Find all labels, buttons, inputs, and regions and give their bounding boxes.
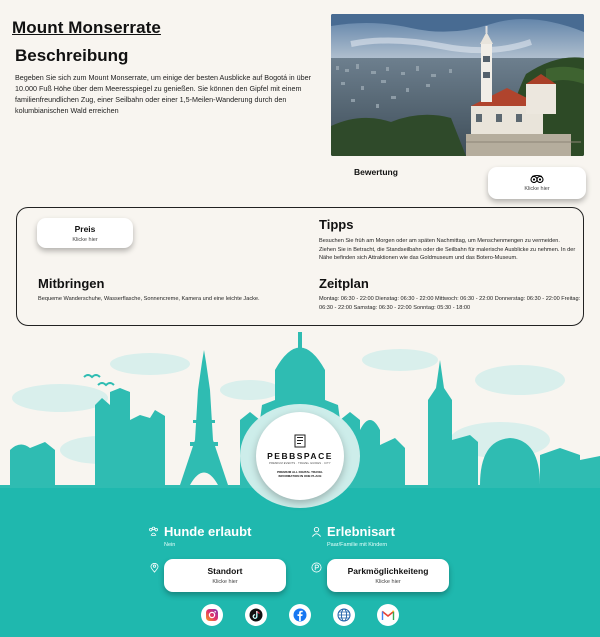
rating-label: Bewertung bbox=[354, 167, 398, 177]
description-text: Begeben Sie sich zum Mount Monserrate, um einige der besten Ausblicke auf Bogotá in über 10.000 Fuß Höhe über dem Meeresspiegel zu genießen. Sie können den Gipfel mit einem familienfreundlichen Zug, einer Seilbahn oder einer 1,5-Meilen-Wanderung durch den kolumbianischen Wald erreichen bbox=[15, 73, 312, 115]
schedule-text: Montag: 06:30 - 22:00 Dienstag: 06:30 - 22:00 Mittwoch: 06:30 - 22:00 Donnerstag: 06:30 - 22:00 Freitag: 06:30 - 22:00 Samstag: 06:30 - 22:00 Sonntag: 05:30 - 18:00 bbox=[319, 296, 581, 311]
document-icon bbox=[294, 434, 306, 448]
brand-tagline: PREMIUM EVENTS · TRAVEL GUIDES · CITY bbox=[269, 462, 331, 465]
instagram-icon[interactable] bbox=[201, 604, 223, 626]
tips-text: Besuchen Sie früh am Morgen oder am späten Nachmittag, um Menschenmengen zu vermeiden. Ziehen Sie in Betracht, die Standseilbahn oder die Seilbahn für malerische Ausblicke zu nehmen. In der Nähe befinden sich Attraktionen wie das Goldmuseum und das Botero-Museum. bbox=[319, 238, 576, 261]
monserrate-photo bbox=[331, 14, 584, 156]
gmail-icon[interactable] bbox=[377, 604, 399, 626]
experience-type-title: Erlebnisart bbox=[327, 524, 395, 539]
page-title: Mount Monserrate bbox=[12, 18, 161, 37]
schedule-heading: Zeitplan bbox=[319, 276, 369, 291]
experience-type-value: Paar/Familie mit Kindern bbox=[327, 542, 388, 548]
location-button-label: Standort bbox=[207, 566, 243, 576]
tiktok-icon[interactable] bbox=[245, 604, 267, 626]
location-pin-icon bbox=[149, 562, 160, 573]
price-button-label: Preis bbox=[74, 223, 96, 234]
price-button-hint: Klicke hier bbox=[72, 236, 98, 243]
rating-button[interactable] bbox=[488, 167, 586, 199]
rating-button-hint: Klicke hier bbox=[524, 185, 550, 192]
location-button[interactable] bbox=[164, 559, 286, 592]
location-button-hint: Klicke hier bbox=[212, 579, 238, 585]
brand-name: PEBBSPACE bbox=[267, 451, 333, 461]
brand-slogan: PREMIUM ALL DIGITAL TRAVEL INFORMATION IN ONE PLACE bbox=[277, 470, 323, 478]
bring-text: Bequeme Wanderschuhe, Wasserflasche, Sonnencreme, Kamera und eine leichte Jacke. bbox=[38, 296, 260, 302]
parking-icon bbox=[311, 562, 322, 573]
description-heading: Beschreibung bbox=[15, 46, 129, 65]
experience-type-feature bbox=[311, 524, 395, 548]
website-globe-icon[interactable] bbox=[333, 604, 355, 626]
paw-icon bbox=[148, 526, 159, 537]
price-button[interactable] bbox=[37, 218, 133, 248]
person-icon bbox=[311, 526, 322, 537]
parking-button-hint: Klicke hier bbox=[375, 579, 401, 585]
dogs-allowed-title: Hunde erlaubt bbox=[164, 524, 252, 539]
parking-button-label: Parkmöglichkeiteng bbox=[347, 566, 429, 576]
info-card bbox=[16, 207, 584, 326]
facebook-icon[interactable] bbox=[289, 604, 311, 626]
tripadvisor-icon bbox=[530, 175, 544, 183]
dogs-allowed-feature bbox=[148, 524, 251, 548]
brand-logo-badge bbox=[256, 412, 344, 500]
dogs-allowed-value: Nein bbox=[164, 542, 176, 548]
bring-heading: Mitbringen bbox=[38, 276, 105, 291]
tips-heading: Tipps bbox=[319, 217, 354, 232]
parking-button[interactable] bbox=[327, 559, 449, 592]
